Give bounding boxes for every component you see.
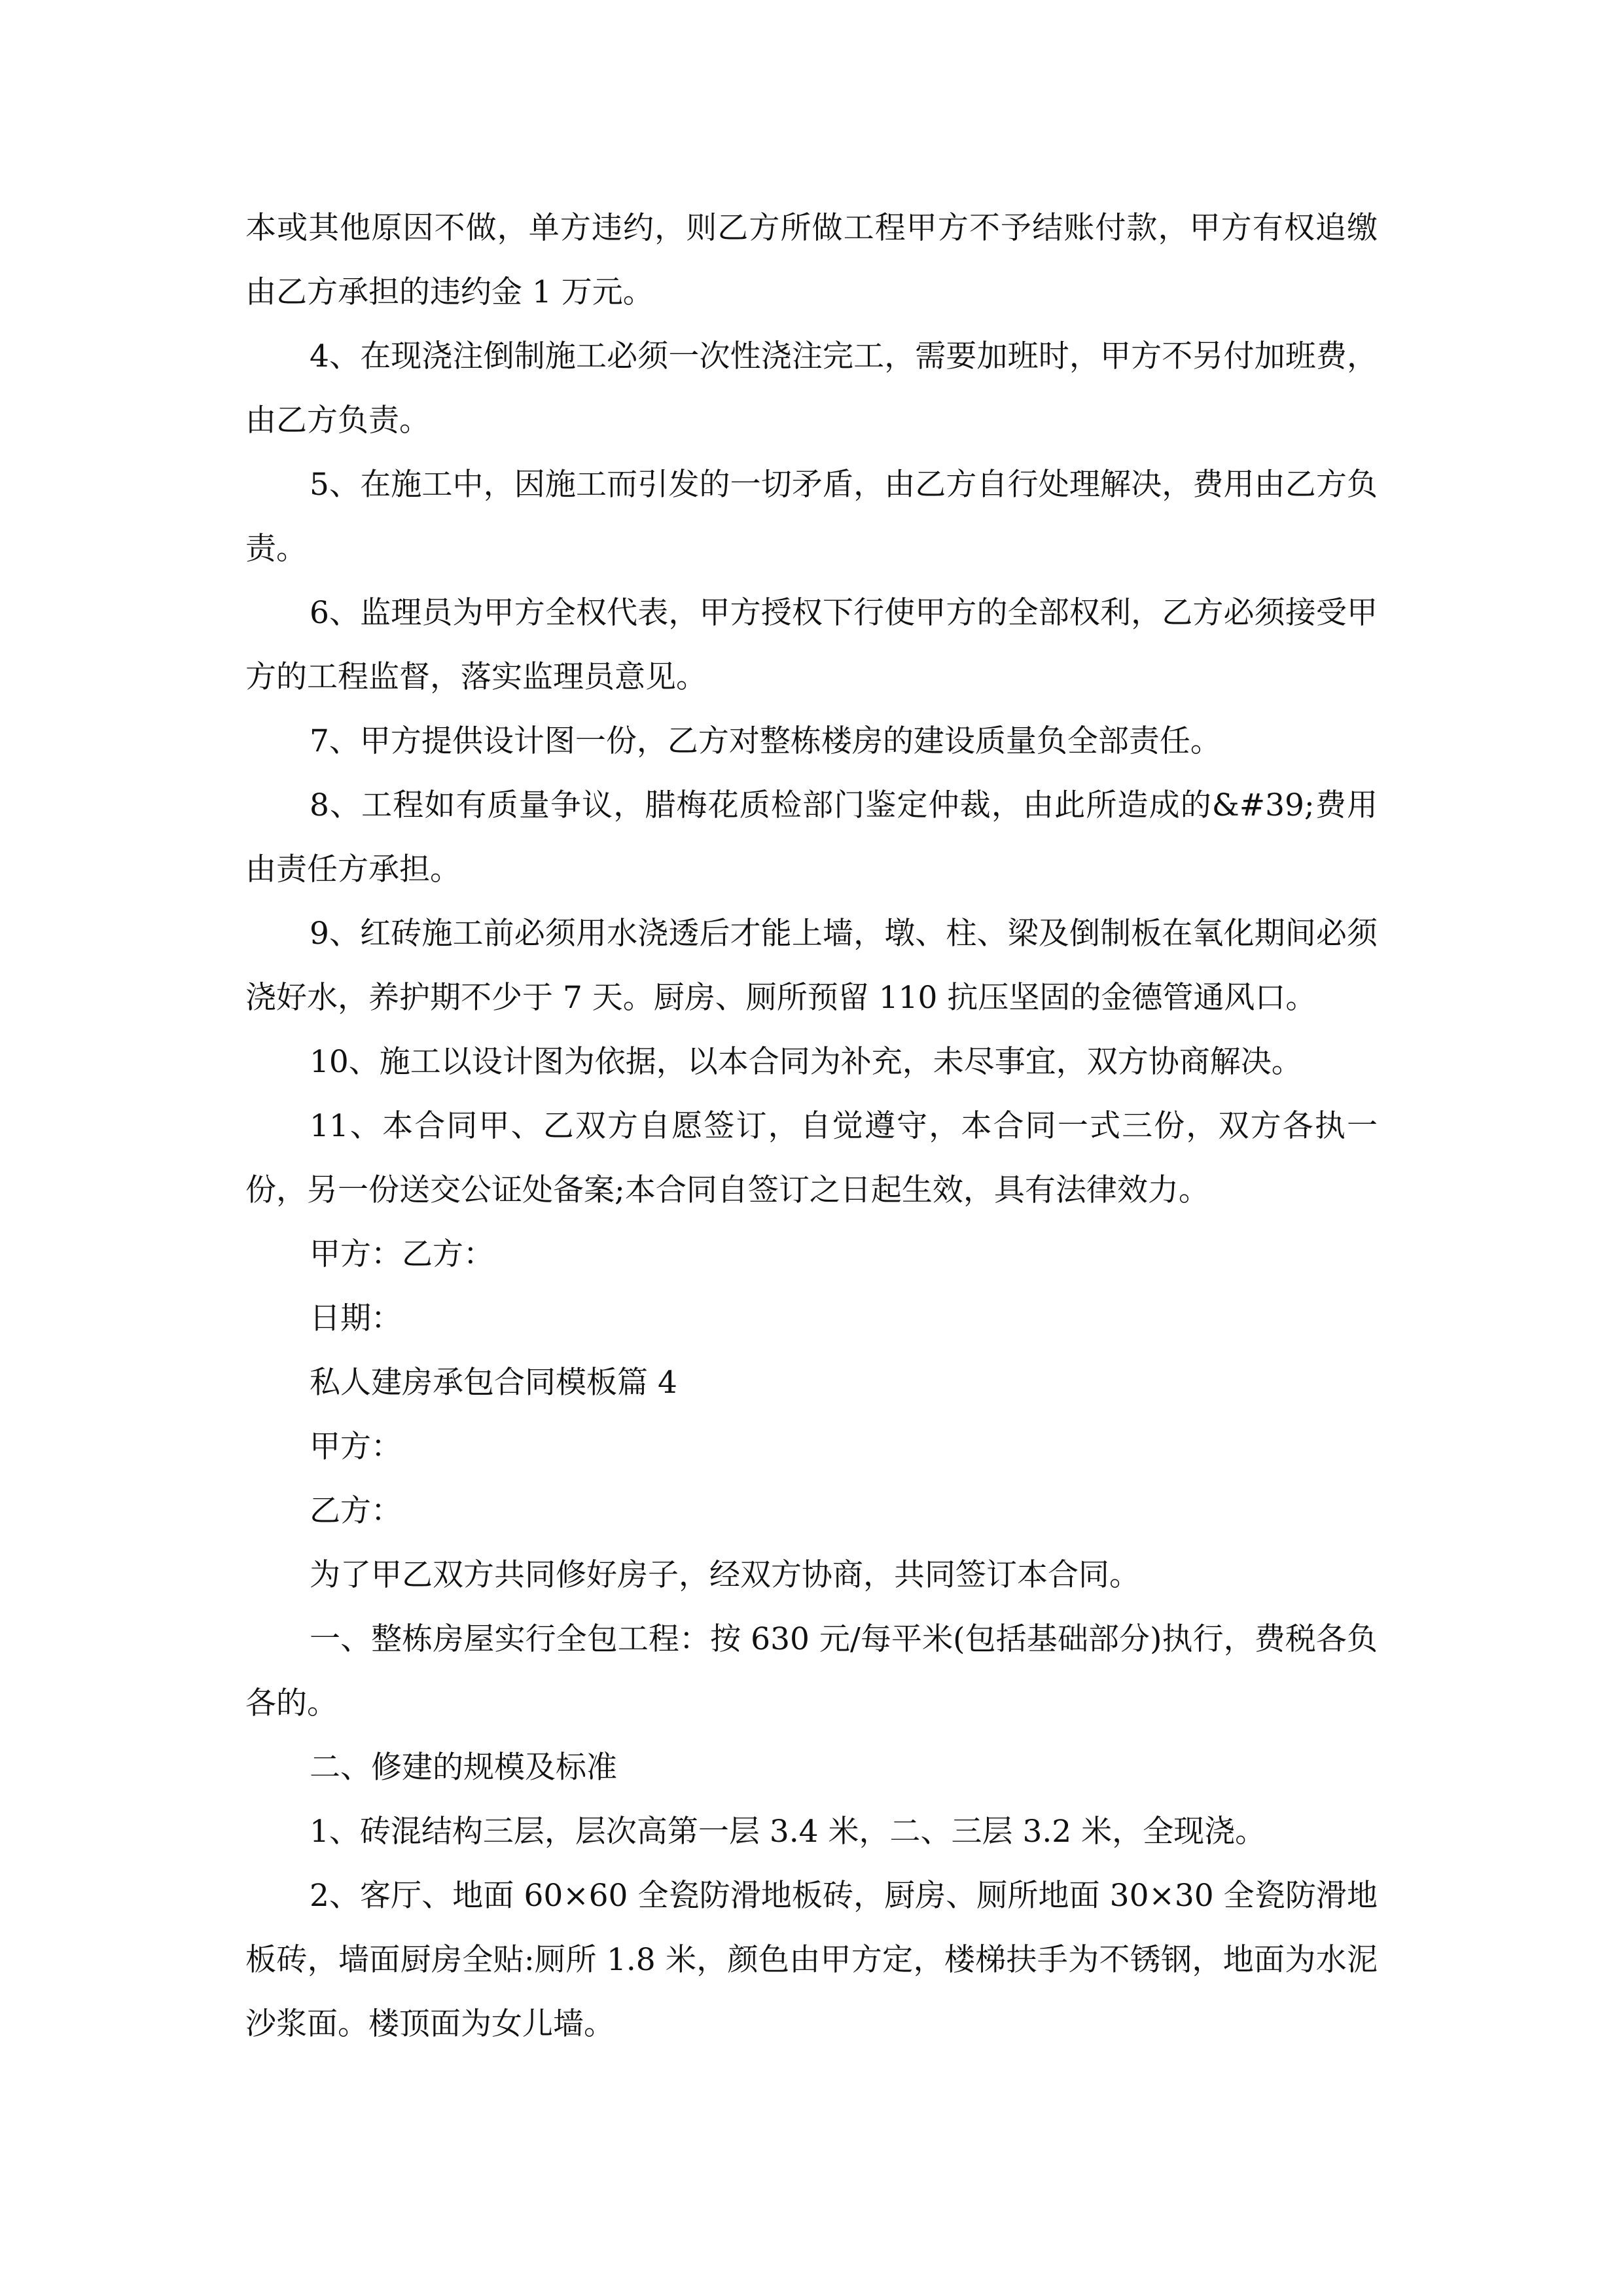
paragraph: 2、客厅、地面 60×60 全瓷防滑地板砖，厨房、厕所地面 30×30 全瓷防滑地板砖，墙面厨房全贴:厕所 1.8 米，颜色由甲方定，楼梯扶手为不锈钢，地面为水泥沙浆面。楼顶面为女儿墙。 — [245, 1878, 1378, 2042]
paragraph: 10、施工以设计图为依据，以本合同为补充，未尽事宜，双方协商解决。 — [310, 1044, 1302, 1080]
paragraph: 6、监理员为甲方全权代表，甲方授权下行使甲方的全部权利，乙方必须接受甲方的工程监督，落实监理员意见。 — [245, 595, 1378, 695]
paragraph: 5、在施工中，因施工而引发的一切矛盾，由乙方自行处理解决，费用由乙方负责。 — [245, 467, 1378, 567]
paragraph: 二、修建的规模及标准 — [310, 1749, 617, 1785]
signature-line: 甲方：乙方： — [310, 1236, 494, 1272]
paragraph: 本或其他原因不做，单方违约，则乙方所做工程甲方不予结账付款，甲方有权追缴由乙方承担的违约金 1 万元。 — [245, 210, 1378, 310]
date-line: 日期： — [310, 1300, 402, 1336]
paragraph: 1、砖混结构三层，层次高第一层 3.4 米，二、三层 3.2 米，全现浇。 — [310, 1814, 1266, 1850]
paragraph: 11、本合同甲、乙双方自愿签订，自觉遵守，本合同一式三份，双方各执一份，另一份送交公证处备案;本合同自签订之日起生效，具有法律效力。 — [245, 1108, 1378, 1208]
document-page — [245, 196, 1378, 2056]
party-b-line: 乙方： — [310, 1493, 402, 1529]
paragraph: 一、整栋房屋实行全包工程：按 630 元/每平米(包括基础部分)执行，费税各负各的。 — [245, 1621, 1378, 1721]
paragraph: 7、甲方提供设计图一份，乙方对整栋楼房的建设质量负全部责任。 — [310, 723, 1221, 759]
paragraph: 为了甲乙双方共同修好房子，经双方协商，共同签订本合同。 — [310, 1557, 1140, 1593]
paragraph: 9、红砖施工前必须用水浇透后才能上墙，墩、柱、梁及倒制板在氧化期间必须浇好水，养护期不少于 7 天。厨房、厕所预留 110 抗压坚固的金德管通风口。 — [245, 916, 1378, 1016]
paragraph: 4、在现浇注倒制施工必须一次性浇注完工，需要加班时，甲方不另付加班费，由乙方负责。 — [245, 338, 1378, 439]
party-a-line: 甲方： — [310, 1429, 402, 1465]
paragraph: 8、工程如有质量争议，腊梅花质检部门鉴定仲裁，由此所造成的&#39;费用由责任方承担。 — [245, 787, 1378, 888]
section-title: 私人建房承包合同模板篇 4 — [310, 1365, 677, 1401]
